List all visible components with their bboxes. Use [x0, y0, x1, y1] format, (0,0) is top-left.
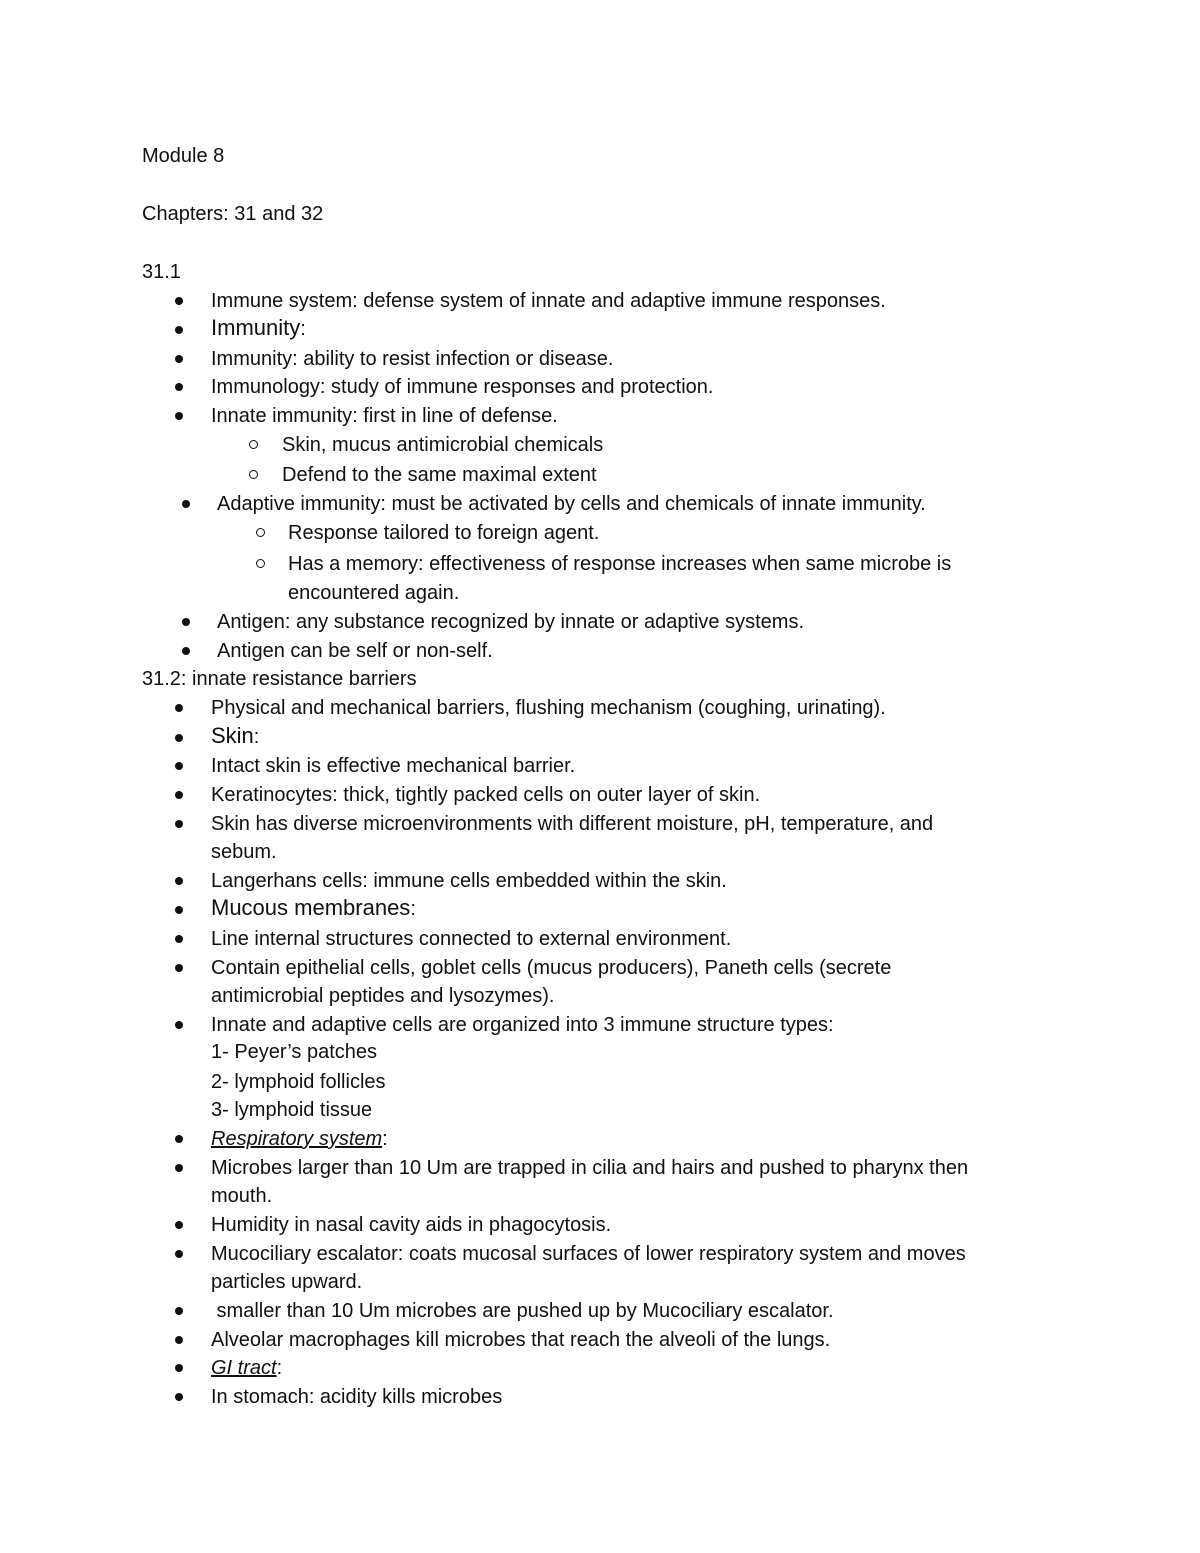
bullet — [175, 820, 183, 828]
colon: : — [253, 726, 260, 748]
sub-bullet — [256, 559, 265, 568]
numbered-line: 2- lymphoid follicles — [211, 1071, 386, 1093]
list-item: Intact skin is effective mechanical barrier. — [211, 755, 576, 777]
list-item: Keratinocytes: thick, tightly packed cells on outer layer of skin. — [211, 784, 761, 806]
bullet — [175, 964, 183, 972]
list-item: Physical and mechanical barriers, flushing mechanism (coughing, urinating). — [211, 697, 886, 719]
list-item-heading — [211, 316, 306, 341]
list-item-heading — [211, 1127, 388, 1151]
bullet — [175, 1135, 183, 1143]
sub-list-item: Skin, mucus antimicrobial chemicals — [282, 434, 604, 456]
heading-text: Mucous membranes — [211, 895, 411, 920]
sub-bullet — [249, 440, 258, 449]
bullet — [175, 1021, 183, 1029]
sub-list-item: Defend to the same maximal extent — [282, 464, 597, 486]
list-item-heading — [211, 896, 416, 921]
list-item: In stomach: acidity kills microbes — [211, 1386, 503, 1408]
list-item: Innate immunity: first in line of defense. — [211, 405, 558, 427]
list-item-heading — [211, 724, 259, 749]
numbered-line: 3- lymphoid tissue — [211, 1099, 373, 1121]
sub-list-item: Response tailored to foreign agent. — [288, 522, 600, 544]
bullet — [175, 1164, 183, 1172]
heading-text: Skin — [211, 723, 254, 748]
list-item: Immunology: study of immune responses and protection. — [211, 376, 714, 398]
sub-list-item: Has a memory: effectiveness of response increases when same microbe is — [288, 553, 952, 575]
list-item-heading — [211, 1356, 282, 1380]
list-item: smaller than 10 Um microbes are pushed up by Mucociliary escalator. — [211, 1300, 834, 1322]
heading-text: Immunity — [211, 315, 301, 340]
bullet — [175, 412, 183, 420]
bullet — [175, 1336, 183, 1344]
list-item: Contain epithelial cells, goblet cells (mucus producers), Paneth cells (secrete — [211, 957, 892, 979]
list-item: Immunity: ability to resist infection or disease. — [211, 348, 614, 370]
bullet — [175, 935, 183, 943]
bullet — [175, 704, 183, 712]
bullet — [175, 1393, 183, 1401]
list-item-continuation: sebum. — [211, 841, 277, 863]
list-item: Skin has diverse microenvironments with different moisture, pH, temperature, and — [211, 813, 934, 835]
bullet — [175, 355, 183, 363]
heading-text: Respiratory system — [211, 1128, 383, 1150]
bullet — [182, 618, 190, 626]
list-item: Antigen: any substance recognized by innate or adaptive systems. — [217, 611, 805, 633]
sub-list-item-continuation: encountered again. — [288, 582, 460, 604]
list-item: Microbes larger than 10 Um are trapped in cilia and hairs and pushed to pharynx then — [211, 1157, 969, 1179]
bullet — [175, 297, 183, 305]
bullet — [182, 647, 190, 655]
bullet — [175, 383, 183, 391]
colon: : — [382, 1128, 388, 1150]
list-item: Humidity in nasal cavity aids in phagocytosis. — [211, 1214, 612, 1236]
list-item: Immune system: defense system of innate and adaptive immune responses. — [211, 290, 886, 312]
bullet — [175, 734, 183, 742]
bullet — [175, 326, 183, 334]
numbered-line: 1- Peyer’s patches — [211, 1041, 378, 1063]
list-item: Alveolar macrophages kill microbes that reach the alveoli of the lungs. — [211, 1329, 831, 1351]
list-item-continuation: particles upward. — [211, 1271, 363, 1293]
section-heading-31-2: 31.2: innate resistance barriers — [142, 668, 417, 690]
list-item: Antigen can be self or non-self. — [217, 640, 493, 662]
colon: : — [276, 1357, 283, 1379]
bullet — [175, 1250, 183, 1258]
document-title: Module 8 — [142, 145, 225, 167]
bullet — [175, 877, 183, 885]
sub-bullet — [256, 528, 265, 537]
bullet — [175, 1221, 183, 1229]
colon: : — [300, 318, 306, 340]
bullet — [182, 500, 190, 508]
list-item: Line internal structures connected to external environment. — [211, 928, 732, 950]
list-item: Mucociliary escalator: coats mucosal surfaces of lower respiratory system and moves — [211, 1243, 966, 1265]
list-item: Innate and adaptive cells are organized into 3 immune structure types: — [211, 1014, 834, 1036]
bullet — [175, 1307, 183, 1315]
bullet — [175, 906, 183, 914]
colon: : — [410, 898, 416, 920]
list-item-continuation: mouth. — [211, 1185, 273, 1207]
chapters-line: Chapters: 31 and 32 — [142, 203, 324, 225]
list-item-continuation: antimicrobial peptides and lysozymes). — [211, 985, 555, 1007]
section-heading-31-1: 31.1 — [142, 261, 181, 283]
list-item: Adaptive immunity: must be activated by cells and chemicals of innate immunity. — [217, 493, 926, 515]
heading-text: GI tract — [211, 1357, 277, 1379]
list-item: Langerhans cells: immune cells embedded within the skin. — [211, 870, 727, 892]
bullet — [175, 1364, 183, 1372]
bullet — [175, 791, 183, 799]
bullet — [175, 762, 183, 770]
sub-bullet — [249, 470, 258, 479]
